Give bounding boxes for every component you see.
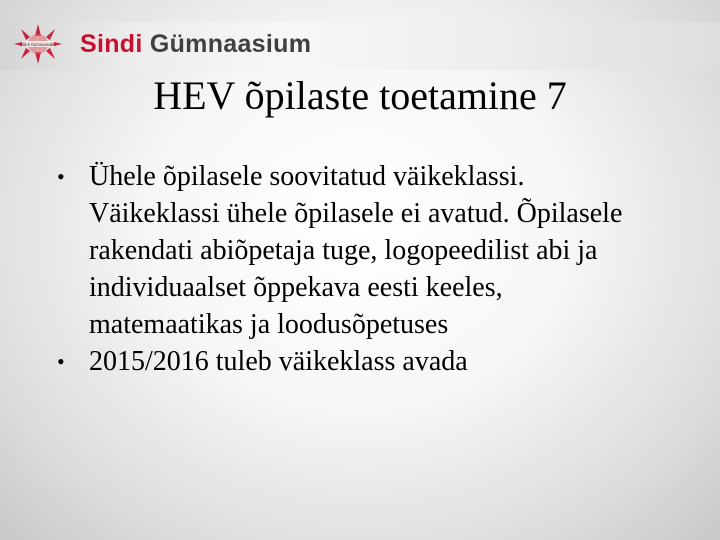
bullet-text: 2015/2016 tuleb väikeklass avada — [89, 346, 468, 377]
slide-title: HEV õpilaste toetamine 7 — [153, 73, 567, 118]
school-name-rest: Gümnaasium — [142, 30, 312, 58]
school-name — [80, 30, 311, 59]
logo-text: Sindi Gümnaasium — [20, 42, 56, 47]
bullet-text: Ühele õpilasele soovitatud väikeklassi. Väikeklassi ühele õpilasele ei avatud. Õpilasele rakendati abiõpetaja tuge, logopeedilist abi ja individuaalset õppekava eesti keeles, matemaatikas ja loodusõpetuses — [89, 161, 623, 340]
school-name-text — [80, 30, 311, 58]
bullet-list — [0, 158, 720, 380]
school-name-first: Sindi — [80, 30, 143, 58]
bullet-dot: • — [57, 164, 65, 189]
school-logo — [14, 24, 62, 64]
bullet-item — [0, 158, 659, 343]
bullet-dot: • — [57, 349, 65, 374]
bullet-item — [0, 343, 659, 380]
